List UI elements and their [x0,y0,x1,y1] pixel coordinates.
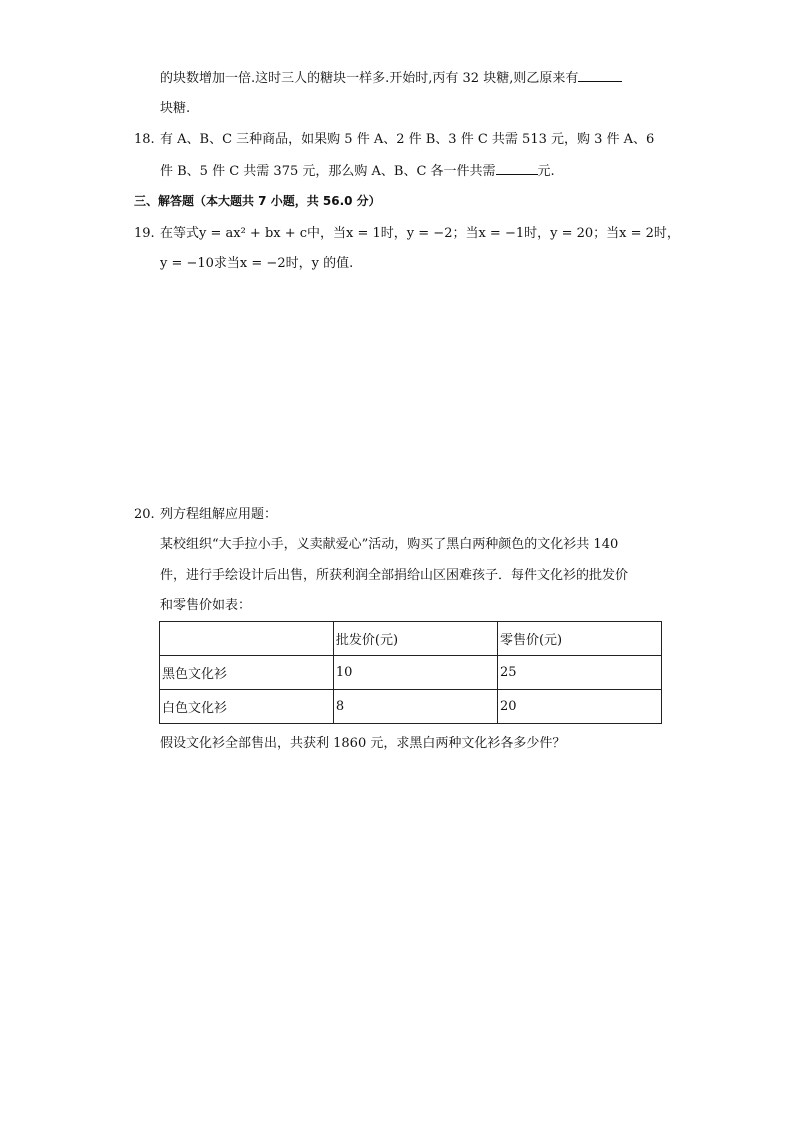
q18-number: 18. [134,132,155,147]
table-cell: 25 [497,656,661,690]
q20-title: 列方程组解应用题： [160,507,278,522]
q20-para-line3: 和零售价如表： [160,598,252,613]
q20-para-line2: 件，进行手绘设计后出售，所获利润全部捐给山区困难孩子．每件文化衫的批发价 [160,568,629,583]
q17-line1: 的块数增加一倍.这时三人的糖块一样多.开始时,丙有 32 块糖,则乙原来有 [160,67,622,89]
q18-answer-blank [496,160,538,175]
table-cell: 黑色文化衫 [160,656,334,690]
q20-question: 假设文化衫全部售出，共获利 1860 元，求黑白两种文化衫各多少件？ [160,736,566,751]
table-cell: 白色文化衫 [160,690,334,724]
q17-answer-blank [578,67,622,82]
q19-line1: 在等式y = ax² + bx + c中，当x = 1时，y = −2；当x = −1时，y = 20；当x = 2时， [160,226,680,241]
q19-line2: y = −10求当x = −2时，y 的值. [160,256,354,271]
table-header-cell: 零售价(元) [497,622,661,656]
table-cell: 8 [333,690,497,724]
table-row [160,690,662,724]
q20-para-line1: 某校组织“大手拉小手，义卖献爱心”活动，购买了黑白两种颜色的文化衫共 140 [160,537,619,552]
q19-number: 19. [134,226,155,241]
table-header-cell [160,622,334,656]
table-row [160,656,662,690]
table-cell: 20 [497,690,661,724]
q18-line2: 件 B、5 件 C 共需 375 元，那么购 A、B、C 各一件共需 元. [160,160,555,182]
table-cell: 10 [333,656,497,690]
q20-number: 20. [134,507,155,522]
table-header-row [160,622,662,656]
price-table [159,621,662,724]
q17-line2: 块糖. [160,101,191,116]
section-3-title: 三、解答题（本大题共 7 小题，共 56.0 分） [134,194,381,208]
table-header-cell: 批发价(元) [333,622,497,656]
q18-line1: 有 A、B、C 三种商品，如果购 5 件 A、2 件 B、3 件 C 共需 513 元，购 3 件 A、6 [160,132,655,147]
